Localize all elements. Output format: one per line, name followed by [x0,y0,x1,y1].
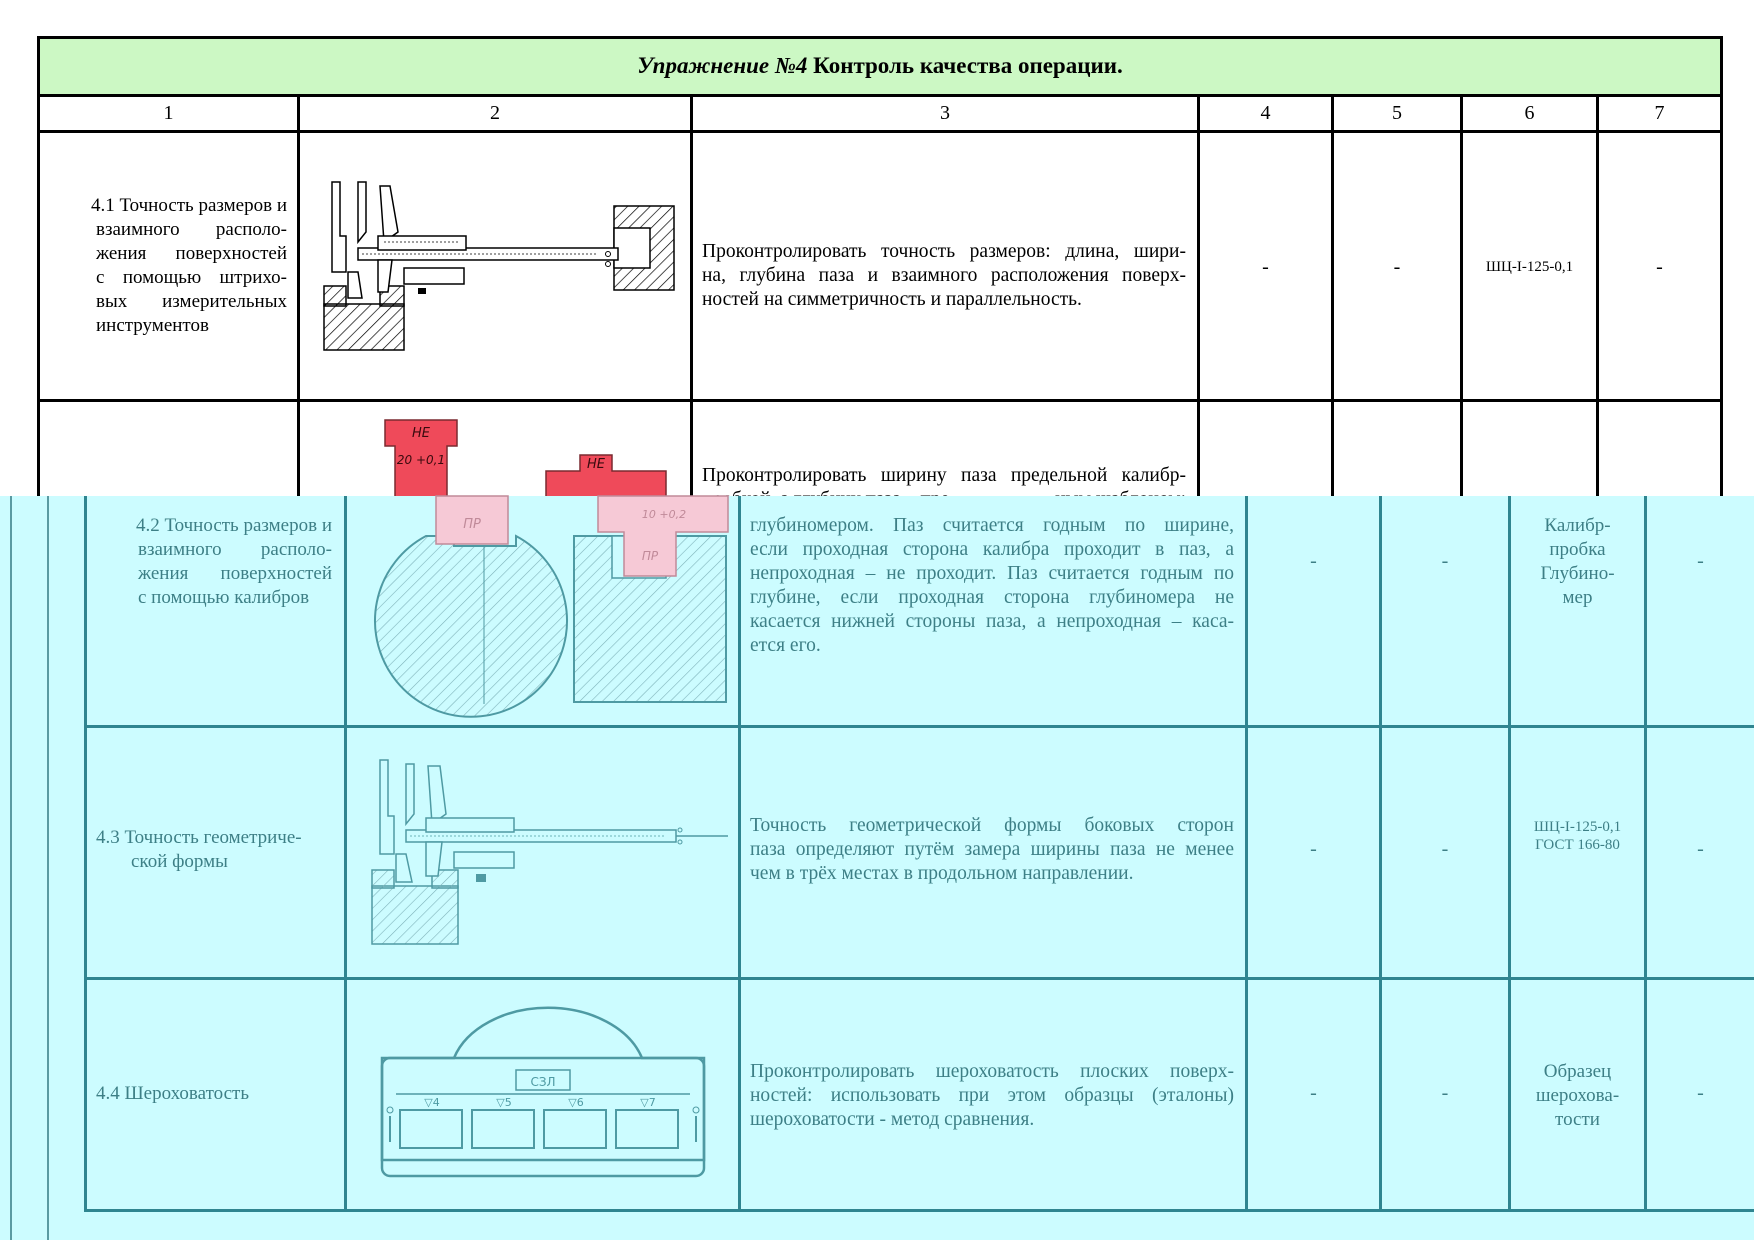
exercise-title-italic: Упражнение №4 [637,53,808,78]
row-4-1-col5: - [1393,255,1401,278]
row-4-4-col7: - [1697,1081,1704,1104]
gauge2-ne-label: НЕ [587,457,605,472]
row-4-3-description: Точность геометрической формы боковых сторон паза определяют путём замера ширины паза не менее чем в трёх местах в продольном направлении. [750,815,1234,884]
top-table [0,0,1754,496]
plug-pr-label: ПР [463,517,481,532]
depth-pr-label: ПР [641,549,659,563]
row-4-3-col4: - [1310,837,1317,860]
row-4-2-description: глубиномером. Паз считается годным по ширине, если проходная сторона калибра проходит в паз, а непроходная – не проходит. Паз считается годным по глубине, если проходная сторона глубиномера не касается нижней стороны паза, а непроходная – каса- ется его. [750,515,1234,656]
roughness-class-7: ▽7 [640,1096,656,1109]
row-4-2-description-top: Проконтролировать ширину паза предельной калибр- [702,464,1186,512]
col-header-5: 5 [1392,102,1402,124]
col-header-3: 3 [940,102,950,124]
row-4-4-col4: - [1310,1081,1317,1104]
roughness-sample-drawing-icon [376,1006,710,1180]
row-4-4-description: Проконтролировать шероховатость плоских поверх- ностей: использовать при этом образцы (эталоны) шероховатости - метод сравнения. [750,1061,1234,1130]
row-4-3-col7: - [1697,837,1704,860]
col-header-6: 6 [1524,102,1535,124]
depth-tolerance-label: 10 +0,2 [641,508,687,521]
row-4-1-col6: ШЦ-I-125-0,1 [1485,258,1574,275]
overlay-table [0,496,1754,1240]
plug-gauge-icon [385,420,465,500]
exercise-title-bold: Контроль качества операции. [813,53,1123,78]
row-4-3-col5: - [1441,837,1449,860]
row-4-2-name: 4.2 Точность размеров и взаимного располо- жения поверхностей с помощью калибров [135,515,332,608]
col-header-2: 2 [490,102,500,124]
row-4-2-col7: - [1697,549,1704,572]
row-4-1-name: 4.1 Точность размеров и взаимного располо- жения поверхностей с помощью штрихо- вых измерительных инструментов [90,195,287,336]
row-4-4-name: 4.4 Шероховатость [96,1083,249,1104]
row-4-1-col4: - [1262,255,1269,278]
col-header-4: 4 [1260,102,1271,124]
row-4-3-col6: ШЦ-I-125-0,1 ГОСТ 166-80 [1533,819,1622,853]
row-4-2-col4: - [1310,549,1317,572]
depth-gauge-icon [546,455,666,500]
row-4-1-col7: - [1656,255,1663,278]
caliper-form-drawing-icon [366,756,736,956]
row-4-4-col6: Образец шерохова- тости [1535,1061,1620,1130]
gauge-tolerance-label: 20 +0,1 [396,453,446,467]
col-header-7: 7 [1654,102,1665,124]
sample-brand-label: СЗЛ [530,1075,556,1089]
roughness-class-4: ▽4 [424,1096,440,1109]
row-4-2-col5: - [1441,549,1449,572]
col-header-1: 1 [163,102,174,124]
slot-gauge-drawing-icon [366,496,730,706]
roughness-class-5: ▽5 [496,1096,512,1109]
row-4-1-description: Проконтролировать точность размеров: длина, шири- на, глубина паза и взаимного расположения поверх- ностей на симметричность и параллельность. [702,241,1186,310]
roughness-class-6: ▽6 [568,1096,584,1109]
row-4-2-col6: Калибр- пробка Глубино- мер [1540,515,1615,608]
row-4-3-name: 4.3 Точность геометриче- ской формы [96,827,302,872]
gauge-ne-label: НЕ [412,426,430,441]
row-4-4-col5: - [1441,1081,1449,1104]
caliper-drawing-icon [318,176,678,356]
exercise-title [38,40,1722,92]
